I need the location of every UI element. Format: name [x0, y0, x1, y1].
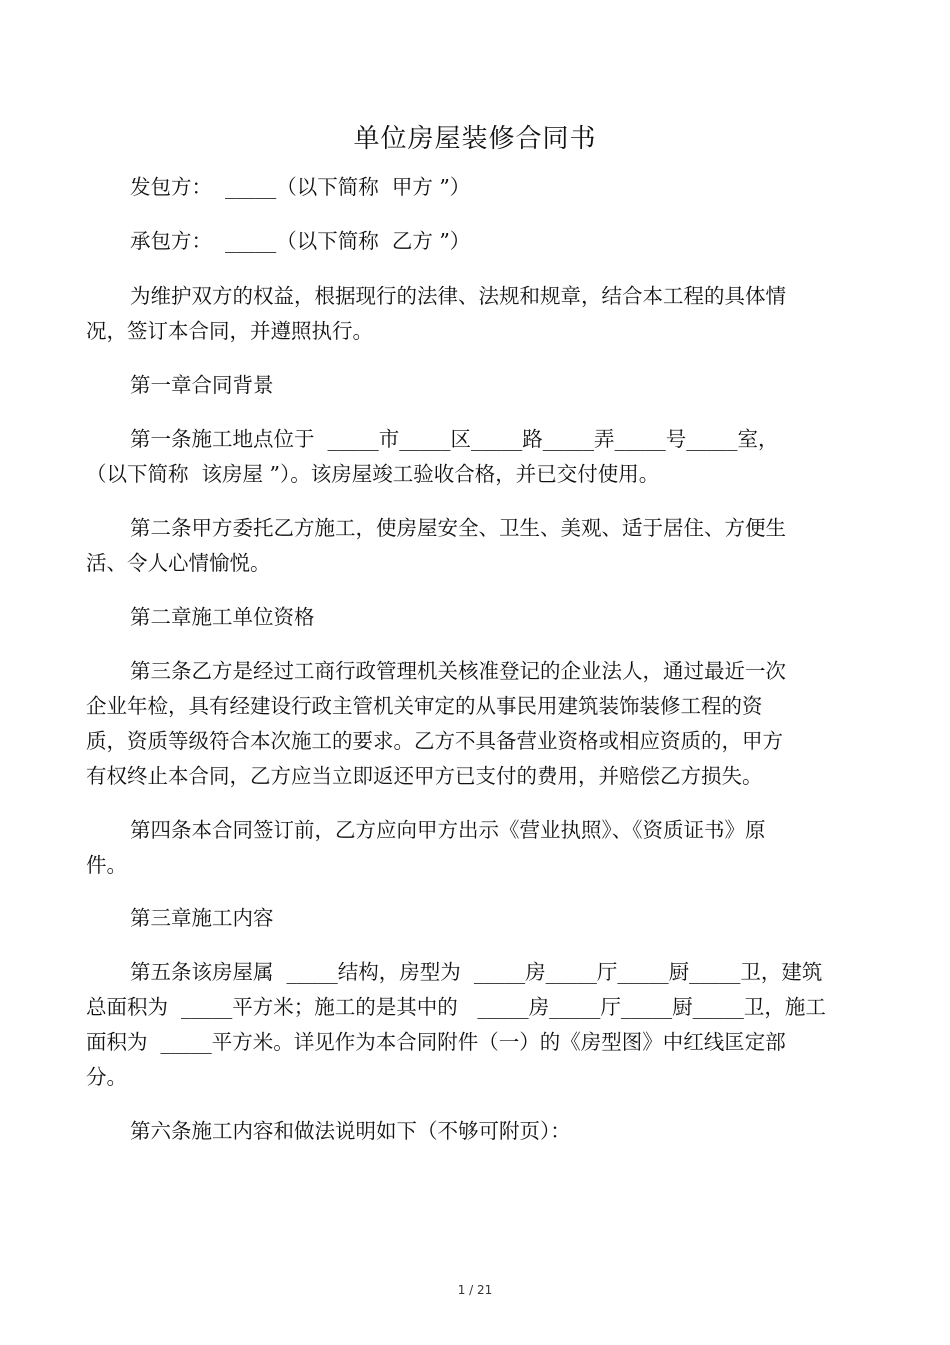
chapter-heading: 第二章施工单位资格 [130, 605, 315, 629]
chapter-heading: 第三章施工内容 [130, 906, 274, 930]
chapter-heading: 第一章合同背景 [130, 373, 274, 397]
contract-party-line: 承包方： _____（以下简称 乙方 ”） [130, 229, 471, 253]
paragraph-line: 第五条该房屋属 _____结构，房型为 _____房_____厅_____厨_____卫，建筑 [130, 960, 823, 984]
paragraph-line: 活、令人心情愉悦。 [86, 551, 271, 575]
paragraph-line: 企业年检，具有经建设行政主管机关审定的从事民用建筑装饰装修工程的资 [86, 694, 763, 718]
page-title: 单位房屋装修合同书 [353, 124, 597, 154]
paragraph-line: 为维护双方的权益，根据现行的法律、法规和规章，结合本工程的具体情 [130, 284, 786, 308]
paragraph-line: 第一条施工地点位于 _____市_____区_____路_____弄_____号_____室， [130, 427, 779, 451]
paragraph-line: 有权终止本合同，乙方应当立即返还甲方已支付的费用，并赔偿乙方损失。 [86, 764, 763, 788]
paragraph-line: 第二条甲方委托乙方施工，使房屋安全、卫生、美观、适于居住、方便生 [130, 516, 786, 540]
contract-party-line: 发包方： _____（以下简称 甲方 ”） [130, 175, 471, 199]
paragraph-line: 第四条本合同签订前，乙方应向甲方出示《营业执照》、《资质证书》原 [130, 818, 766, 842]
paragraph-line: 面积为 _____平方米。详见作为本合同附件（一）的《房型图》中红线匡定部 [86, 1030, 786, 1054]
paragraph-line: 质，资质等级符合本次施工的要求。乙方不具备营业资格或相应资质的，甲方 [86, 729, 783, 753]
paragraph-line: 第六条施工内容和做法说明如下（不够可附页）： [130, 1119, 571, 1143]
paragraph-line: 总面积为 _____平方米；施工的是其中的 _____房_____厅_____厨_____卫，施工 [86, 995, 826, 1019]
page-number: 1 / 21 [457, 1283, 493, 1297]
paragraph-line: （以下简称 该房屋 ”）。该房屋竣工验收合格，并已交付使用。 [86, 462, 660, 486]
paragraph-line: 件。 [86, 853, 127, 877]
paragraph-line: 第三条乙方是经过工商行政管理机关核准登记的企业法人，通过最近一次 [130, 659, 786, 683]
paragraph-line: 况，签订本合同，并遵照执行。 [86, 319, 373, 343]
paragraph-line: 分。 [86, 1065, 127, 1089]
